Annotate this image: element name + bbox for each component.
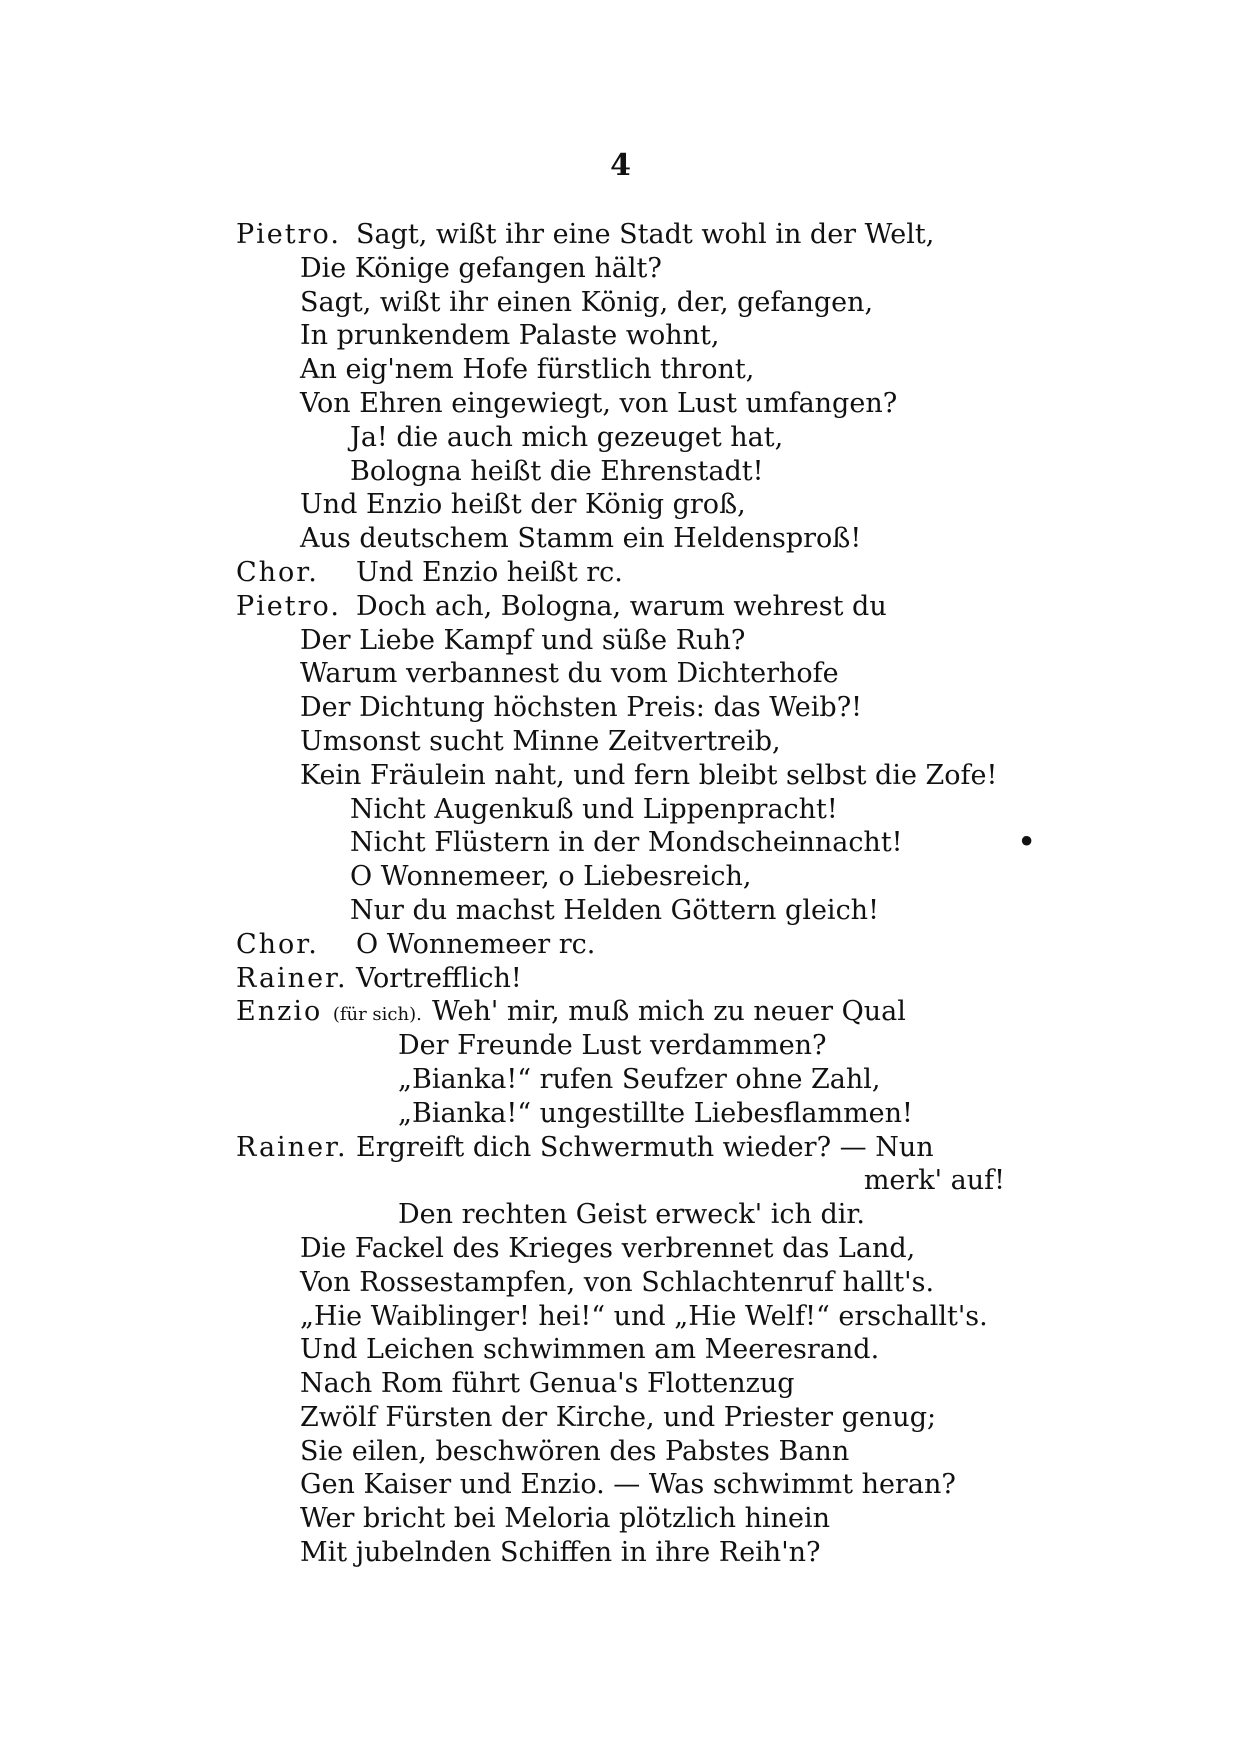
verse-line (0, 319, 1241, 353)
verse-line (0, 928, 1241, 962)
verse-text-line: In prunkendem Palaste wohnt, (300, 320, 720, 352)
verse-line (0, 1502, 1241, 1536)
verse-line (0, 1536, 1241, 1570)
verse-text-line: Sie eilen, beschwören des Pabstes Bann (300, 1435, 850, 1467)
speaker-name: Enzio (für sich). (236, 996, 422, 1028)
verse-line (0, 1333, 1241, 1367)
verse-text-line: Und Enzio heißt rc. (356, 556, 623, 588)
verse-text-line: Sagt, wißt ihr eine Stadt wohl in der Welt, (356, 219, 935, 250)
verse-text-line: Der Liebe Kampf und süße Ruh? (300, 624, 746, 656)
verse-line (0, 793, 1241, 827)
verse-line (0, 826, 1241, 860)
verse-text-line: Die Könige gefangen hält? (300, 252, 662, 284)
verse-line (0, 759, 1241, 793)
verse-line (0, 1435, 1241, 1469)
verse-text-line: Und Leichen schwimmen am Meeresrand. (300, 1334, 880, 1366)
verse-line (0, 455, 1241, 489)
verse-text-line: Ja! die auch mich gezeuget hat, (350, 421, 784, 453)
verse-text-line: Zwölf Fürsten der Kirche, und Priester genug; (300, 1401, 937, 1433)
verse-text-line: Warum verbannest du vom Dichterhofe (300, 658, 839, 690)
verse-text-line: Von Rossestampfen, von Schlachtenruf hallt's. (300, 1266, 935, 1298)
speaker-name: Rainer. (236, 962, 348, 994)
verse-line (0, 624, 1241, 658)
stage-direction: (für sich). (332, 1004, 422, 1026)
verse-text-line: Doch ach, Bologna, warum wehrest du (356, 590, 887, 622)
verse-text-line: Vortrefflich! (356, 962, 522, 994)
speaker-name: Pietro. (236, 219, 341, 250)
verse-line (0, 860, 1241, 894)
verse-text-line: Der Dichtung höchsten Preis: das Weib?! (300, 692, 863, 724)
verse-line (0, 286, 1241, 320)
verse-text-line: O Wonnemeer rc. (356, 928, 596, 960)
page-number: 4 (610, 148, 631, 183)
verse-text-line: Gen Kaiser und Enzio. — Was schwimmt heran? (300, 1469, 956, 1501)
verse-text-line: Ergreift dich Schwermuth wieder? — Nun (356, 1131, 934, 1163)
verse-line (0, 1468, 1241, 1502)
verse-line (0, 1401, 1241, 1435)
verse-line (0, 387, 1241, 421)
speaker-name: Chor. (236, 928, 319, 960)
verse-text-line: Nach Rom führt Genua's Flottenzug (300, 1368, 795, 1400)
verse-line (0, 488, 1241, 522)
verse-line (0, 218, 1241, 252)
verse-text-line: Kein Fräulein naht, und fern bleibt selbst die Zofe! (300, 759, 998, 791)
verse-text-line: Den rechten Geist erweck' ich dir. (398, 1199, 865, 1231)
speaker-name: Pietro. (236, 590, 341, 622)
speaker-name: Chor. (236, 556, 319, 588)
verse-text-line: O Wonnemeer, o Liebesreich, (350, 861, 752, 893)
verse-line (0, 691, 1241, 725)
verse-text-line: Von Ehren eingewiegt, von Lust umfangen? (300, 387, 898, 419)
verse-line (0, 1300, 1241, 1334)
verse-text-line: Nicht Flüstern in der Mondscheinnacht! (350, 827, 903, 859)
verse-line (0, 725, 1241, 759)
verse-text (0, 218, 1241, 1570)
verse-line (0, 962, 1241, 996)
verse-text-line: Der Freunde Lust verdammen? (398, 1030, 827, 1062)
verse-line (0, 1063, 1241, 1097)
verse-line (0, 252, 1241, 286)
verse-line (0, 1131, 1241, 1165)
verse-text-line: Umsonst sucht Minne Zeitvertreib, (300, 725, 781, 757)
verse-text-line: Nur du machst Helden Göttern gleich! (350, 894, 879, 926)
verse-line (0, 522, 1241, 556)
verse-line (0, 657, 1241, 691)
verse-text-line: Sagt, wißt ihr einen König, der, gefangen, (300, 286, 874, 318)
verse-text-line: Und Enzio heißt der König groß, (300, 489, 746, 521)
verse-text-line: Wer bricht bei Meloria plötzlich hinein (300, 1503, 831, 1535)
verse-line (0, 1367, 1241, 1401)
verse-text-line: „Hie Waiblinger! hei!“ und „Hie Welf!“ erschallt's. (300, 1300, 988, 1332)
verse-text-line: An eig'nem Hofe fürstlich thront, (300, 354, 755, 386)
verse-line (0, 556, 1241, 590)
verse-line (0, 894, 1241, 928)
speaker-name: Rainer. (236, 1131, 348, 1163)
verse-text-line: „Bianka!“ ungestillte Liebesflammen! (398, 1097, 913, 1129)
verse-line (0, 1266, 1241, 1300)
stray-mark: • (1018, 827, 1036, 859)
verse-text-line: Nicht Augenkuß und Lippenpracht! (350, 793, 838, 825)
verse-line (0, 421, 1241, 455)
verse-line (0, 1198, 1241, 1232)
verse-text-line: merk' auf! (863, 1165, 1005, 1197)
verse-text-line: Aus deutschem Stamm ein Heldensproß! (300, 523, 862, 555)
verse-text-line: Bologna heißt die Ehrenstadt! (350, 455, 764, 487)
verse-text-line: „Bianka!“ rufen Seufzer ohne Zahl, (398, 1063, 881, 1095)
verse-line (0, 1029, 1241, 1063)
verse-text-line: Mit jubelnden Schiffen in ihre Reih'n? (300, 1537, 821, 1569)
verse-line (0, 1097, 1241, 1131)
verse-line (0, 1232, 1241, 1266)
verse-line (0, 995, 1241, 1029)
verse-line (0, 590, 1241, 624)
verse-text-line: Die Fackel des Krieges verbrennet das Land, (300, 1232, 916, 1264)
verse-line (0, 353, 1241, 387)
verse-line (0, 1164, 1241, 1198)
verse-text-line: Weh' mir, muß mich zu neuer Qual (432, 996, 906, 1028)
